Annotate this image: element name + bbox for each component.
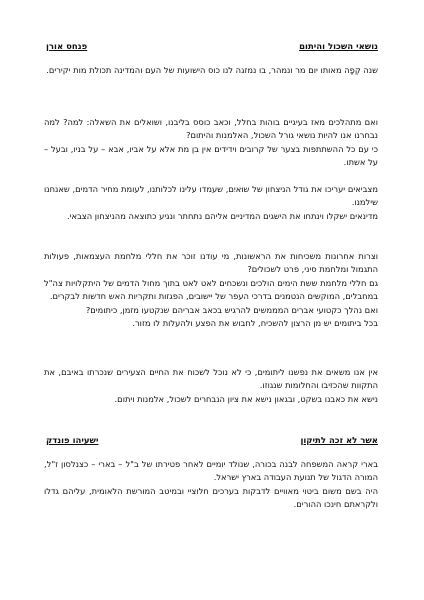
text-line: מדינאים ישקלו וינתחו את הישגים המדיניים אליהם נתחתר ונגיע כתוצאה מהניצחון הצבאי. [66, 210, 378, 221]
text-line: בכל ביתומים יש מן הרצון להשכיח, לחבוש את הפצע ולהעלות לו מזור. [132, 318, 378, 329]
article-1-title: נושאי השכול והיתום [299, 42, 378, 52]
article-1-author: פנחס אורן [46, 42, 88, 52]
a2-paragraph-1 [44, 458, 378, 512]
article-2-author: ישעיהו פונדק [46, 436, 99, 446]
text-line: וצרות אחרונות משכיחות את הראשונות, מי עודנו זוכר את חללי מלחמת העצמאות, פעולות התגמול ומלחמת סיני, פרט לשכולים? [44, 251, 378, 275]
text-line: ואם מתהלכים מאז בעיגיים בוהות בחלל, וכאב כוסס בליבנו, ושואלים את השאלה: למה? למה נבחרנו אנו להיות נושאי גורל השכול, האלמנות והיתום? [44, 117, 378, 141]
article-1-header [46, 42, 378, 52]
text-line: שנה קְפָה מאותו יום מר ונמהר, בו נמזגה לנו כוס הישועות של העם והמדינה תכולת מות יקירים. [46, 65, 378, 75]
text-line: ואם נהלך כקטועי אברים המממשים להרגיש בכאב אבריהם שנקטעו מזמן, כיתומים? [85, 304, 378, 315]
text-line: אין אנו משאים את נפשנו ליתומים, כי לא נוכל לשכוח את החיים הצעירים שנכרתו באיבם, את התקוות שהכזיבו והחלומות שנגוזו. [44, 367, 378, 391]
a1-paragraph-4 [44, 250, 378, 330]
text-line: נישא את כאבנו בשקט, ובגאון נישא את ציון הנבחרים לשכול, אלמנות ויתום. [114, 393, 378, 404]
article-2-header [46, 436, 378, 446]
a1-paragraph-3 [44, 183, 378, 223]
article-2-title: אשר לא זכה לתיקון [300, 436, 378, 446]
text-line: בארי קראה המשפחה לבנה בכורה, שנולד יומיים לאחר פטירתו של ב"ל – בארי – כצנלסון ז"ל, המורה הדגול של תנועת העבודה בארץ ישראל. [44, 459, 378, 483]
a1-paragraph-1 [44, 64, 378, 77]
a1-paragraph-5 [44, 366, 378, 406]
text-line: כי עם כל ההשתתפות בצער של קרובים וידידים אין בן מת אלא על אביו, אבא – על בניו, ובעל – על אשתו. [44, 143, 378, 168]
text-line: מצביאים יעריכו את גודל הניצחון של שוּאיִם, שעמדו עלינו לכלותנו, לעומת מחיר הדמים, שאנחנו שילמנו. [44, 184, 378, 208]
text-line: היה בשם משום ביטוי מאוויים לדבקות בערכים חלוציי ובמיטב המורשת הלאומית, עליהם גדלו ולקראתם חינכו ההורים. [44, 485, 378, 510]
a1-paragraph-2 [44, 116, 378, 170]
text-line: גם חללי מלחמת ששת הימים הולכים ונשכחים לאט לאט בתוך מחול הדמים של היתקלויות צה"ל במחבלים, המוקשים הנטמנים בדרכי העפר של יישובים, הפגזות ותקריות האש חדשות לבקרים. [44, 277, 378, 302]
